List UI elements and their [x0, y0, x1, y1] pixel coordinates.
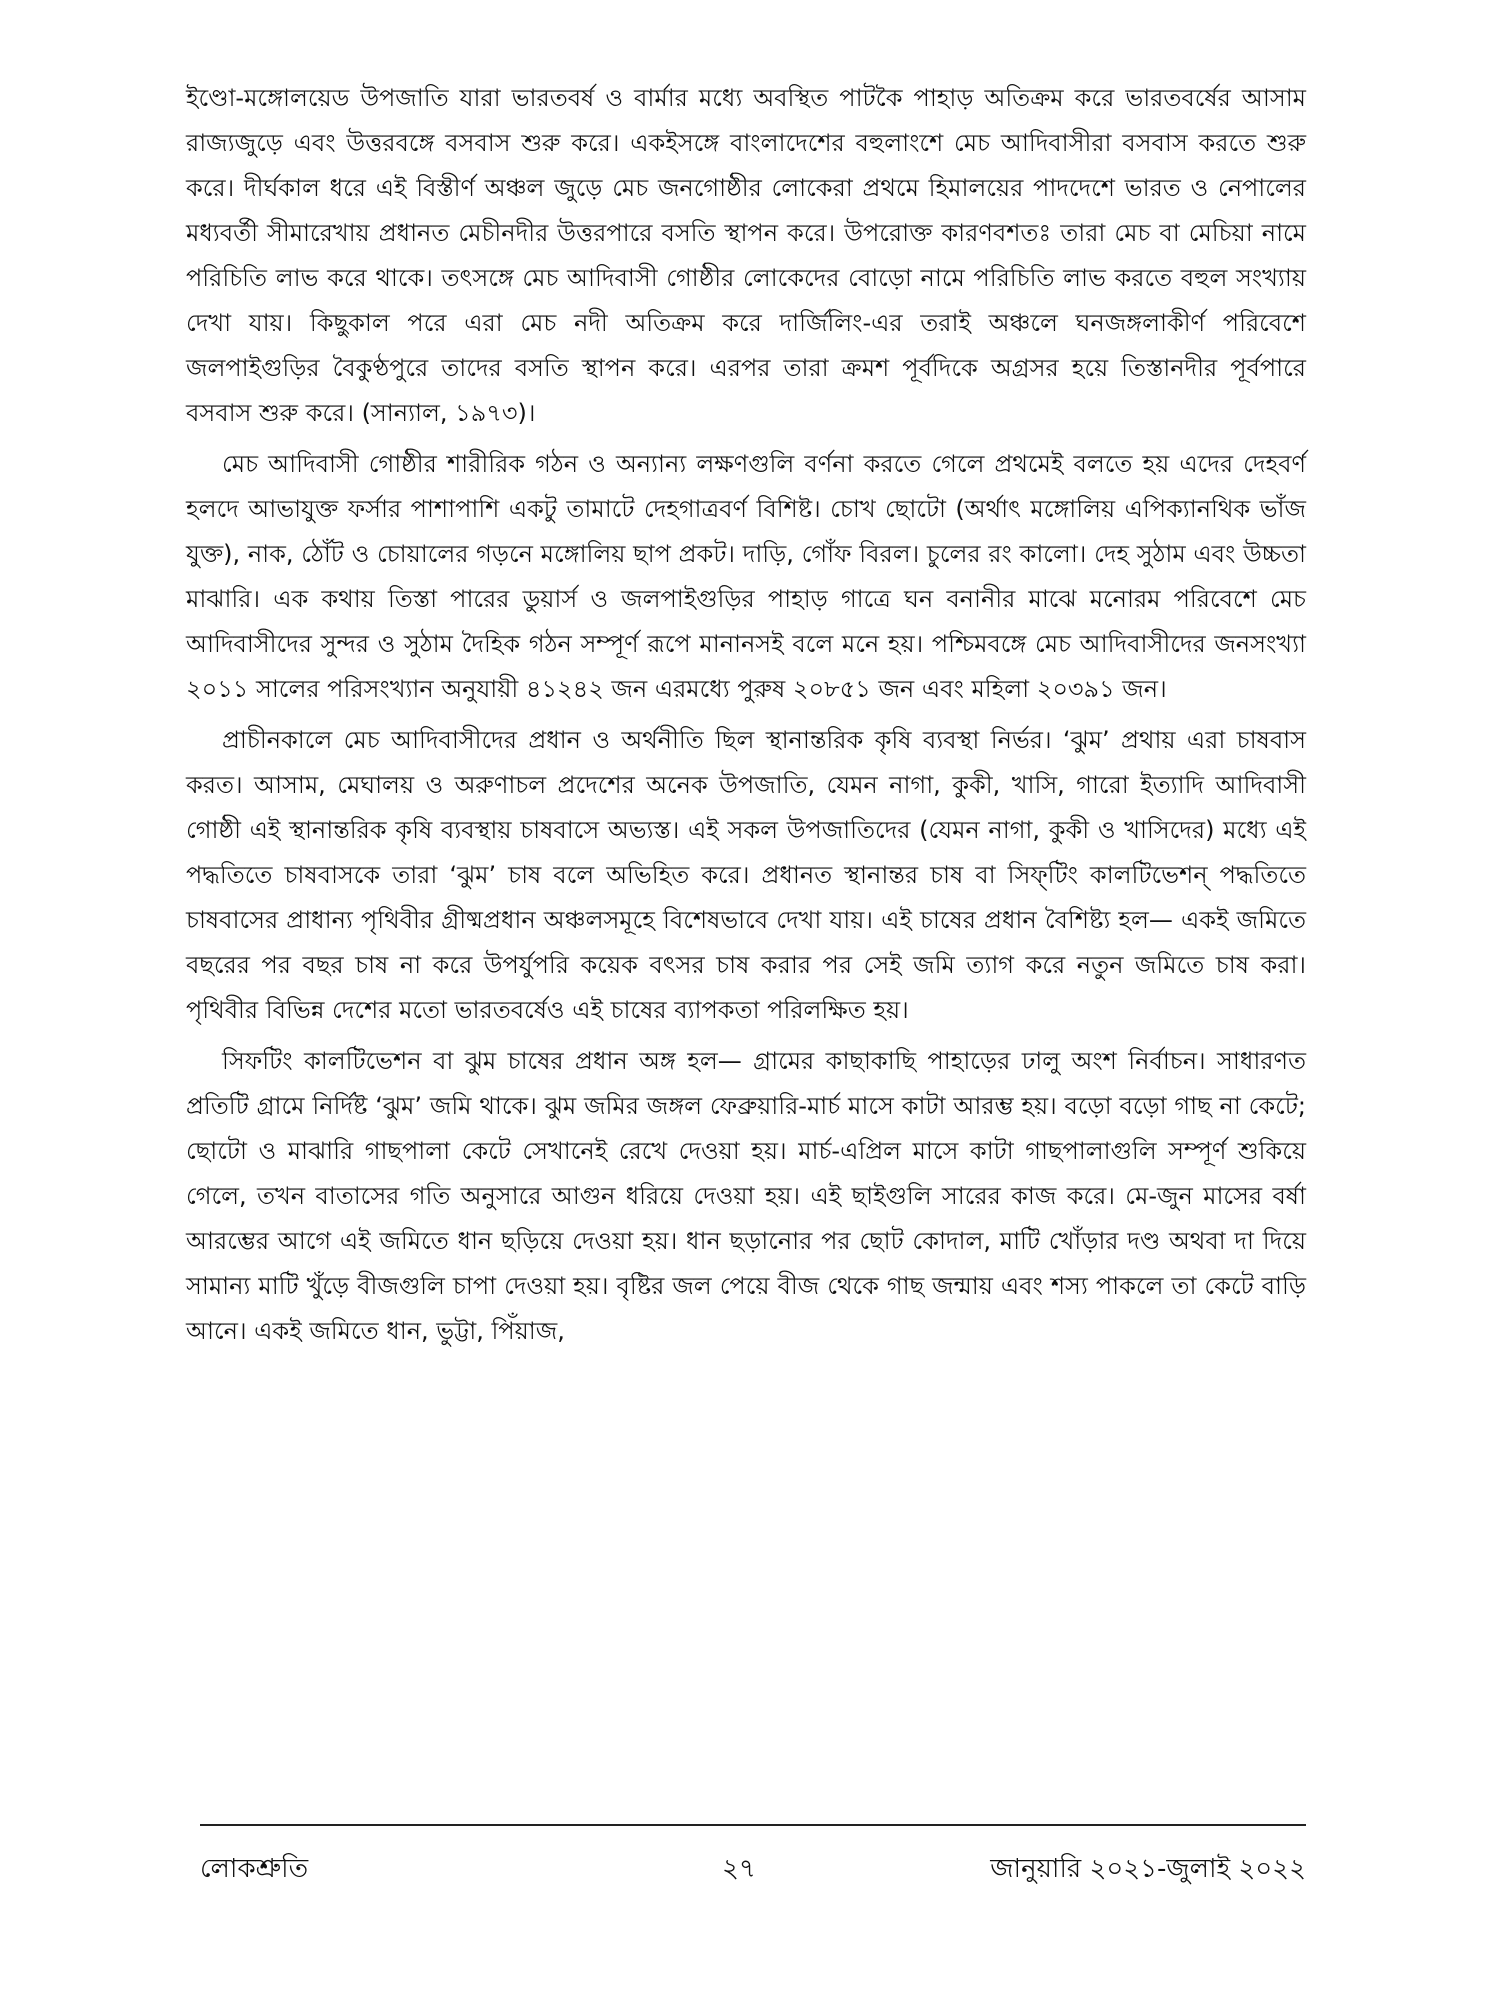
article-body	[186, 76, 1306, 1354]
paragraph-1: ইণ্ডো-মঙ্গোলয়েড উপজাতি যারা ভারতবর্ষ ও বার্মার মধ্যে অবস্থিত পাটকৈ পাহাড় অতিক্রম করে ভারতবর্ষের আসাম রাজ্যজুড়ে এবং উত্তরবঙ্গে বসবাস শুরু করে। একইসঙ্গে বাংলাদেশের বহুলাংশে মেচ আদিবাসীরা বসবাস করতে শুরু করে। দীর্ঘকাল ধরে এই বিস্তীর্ণ অঞ্চল জুড়ে মেচ জনগোষ্ঠীর লোকেরা প্রথমে হিমালয়ের পাদদেশে ভারত ও নেপালের মধ্যবর্তী সীমারেখায় প্রধানত মেচীনদীর উত্তরপারে বসতি স্থাপন করে। উপরোক্ত কারণবশতঃ তারা মেচ বা মেচিয়া নামে পরিচিতি লাভ করে থাকে। তৎসঙ্গে মেচ আদিবাসী গোষ্ঠীর লোকেদের বোড়ো নামে পরিচিতি লাভ করতে বহুল সংখ্যায় দেখা যায়। কিছুকাল পরে এরা মেচ নদী অতিক্রম করে দার্জিলিং-এর তরাই অঞ্চলে ঘনজঙ্গলাকীর্ণ পরিবেশে জলপাইগুড়ির বৈকুণ্ঠপুরে তাদের বসতি স্থাপন করে। এরপর তারা ক্রমশ পূর্বদিকে অগ্রসর হয়ে তিস্তানদীর পূর্বপারে বসবাস শুরু করে। (সান্যাল, ১৯৭৩)।	[186, 84, 1306, 427]
issue-period: জানুয়ারি ২০২১-জুলাই ২০২২	[990, 1854, 1306, 1884]
paragraph-4: সিফটিং কালটিভেশন বা ঝুম চাষের প্রধান অঙ্গ হল— গ্রামের কাছাকাছি পাহাড়ের ঢালু অংশ নির্বাচন। সাধারণত প্রতিটি গ্রামে নির্দিষ্ট ‘ঝুম’ জমি থাকে। ঝুম জমির জঙ্গল ফেব্রুয়ারি-মার্চ মাসে কাটা আরম্ভ হয়। বড়ো বড়ো গাছ না কেটে; ছোটো ও মাঝারি গাছপালা কেটে সেখানেই রেখে দেওয়া হয়। মার্চ-এপ্রিল মাসে কাটা গাছপালাগুলি সম্পূর্ণ শুকিয়ে গেলে, তখন বাতাসের গতি অনুসারে আগুন ধরিয়ে দেওয়া হয়। এই ছাইগুলি সারের কাজ করে। মে-জুন মাসের বর্ষা আরম্ভের আগে এই জমিতে ধান ছড়িয়ে দেওয়া হয়। ধান ছড়ানোর পর ছোট কোদাল, মাটি খোঁড়ার দণ্ড অথবা দা দিয়ে সামান্য মাটি খুঁড়ে বীজগুলি চাপা দেওয়া হয়। বৃষ্টির জল পেয়ে বীজ থেকে গাছ জন্মায় এবং শস্য পাকলে তা কেটে বাড়ি আনে। একই জমিতে ধান, ভুট্টা, পিঁয়াজ,	[186, 1047, 1306, 1345]
journal-name: লোকশ্রুতি	[200, 1854, 309, 1884]
page-number: ২৭	[722, 1854, 756, 1884]
paragraph-2: মেচ আদিবাসী গোষ্ঠীর শারীরিক গঠন ও অন্যান্য লক্ষণগুলি বর্ণনা করতে গেলে প্রথমেই বলতে হয় এদের দেহবর্ণ হলদে আভাযুক্ত ফর্সার পাশাপাশি একটু তামাটে দেহগাত্রবর্ণ বিশিষ্ট। চোখ ছোটো (অর্থাৎ মঙ্গোলিয় এপিক্যানথিক ভাঁজ যুক্ত), নাক, ঠোঁট ও চোয়ালের গড়নে মঙ্গোলিয় ছাপ প্রকট। দাড়ি, গোঁফ বিরল। চুলের রং কালো। দেহ সুঠাম এবং উচ্চতা মাঝারি। এক কথায় তিস্তা পারের ডুয়ার্স ও জলপাইগুড়ির পাহাড় গাত্রে ঘন বনানীর মাঝে মনোরম পরিবেশে মেচ আদিবাসীদের সুন্দর ও সুঠাম দৈহিক গঠন সম্পূর্ণ রূপে মানানসই বলে মনে হয়। পশ্চিমবঙ্গে মেচ আদিবাসীদের জনসংখ্যা ২০১১ সালের পরিসংখ্যান অনুযায়ী ৪১২৪২ জন এরমধ্যে পুরুষ ২০৮৫১ জন এবং মহিলা ২০৩৯১ জন।	[186, 450, 1306, 703]
footer-divider	[200, 1824, 1306, 1826]
paragraph-3: প্রাচীনকালে মেচ আদিবাসীদের প্রধান ও অর্থনীতি ছিল স্থানান্তরিক কৃষি ব্যবস্থা নির্ভর। ‘ঝুম’ প্রথায় এরা চাষবাস করত। আসাম, মেঘালয় ও অরুণাচল প্রদেশের অনেক উপজাতি, যেমন নাগা, কুকী, খাসি, গারো ইত্যাদি আদিবাসী গোষ্ঠী এই স্থানান্তরিক কৃষি ব্যবস্থায় চাষবাসে অভ্যস্ত। এই সকল উপজাতিদের (যেমন নাগা, কুকী ও খাসিদের) মধ্যে এই পদ্ধতিতে চাষবাসকে তারা ‘ঝুম’ চাষ বলে অভিহিত করে। প্রধানত স্থানান্তর চাষ বা সিফ্‌টিং কালটিভেশন্‌ পদ্ধতিতে চাষবাসের প্রাধান্য পৃথিবীর গ্রীষ্মপ্রধান অঞ্চলসমূহে বিশেষভাবে দেখা যায়। এই চাষের প্রধান বৈশিষ্ট্য হল— একই জমিতে বছরের পর বছর চাষ না করে উপর্যুপরি কয়েক বৎসর চাষ করার পর সেই জমি ত্যাগ করে নতুন জমিতে চাষ করা। পৃথিবীর বিভিন্ন দেশের মতো ভারতবর্ষেও এই চাষের ব্যাপকতা পরিলক্ষিত হয়।	[186, 726, 1306, 1024]
